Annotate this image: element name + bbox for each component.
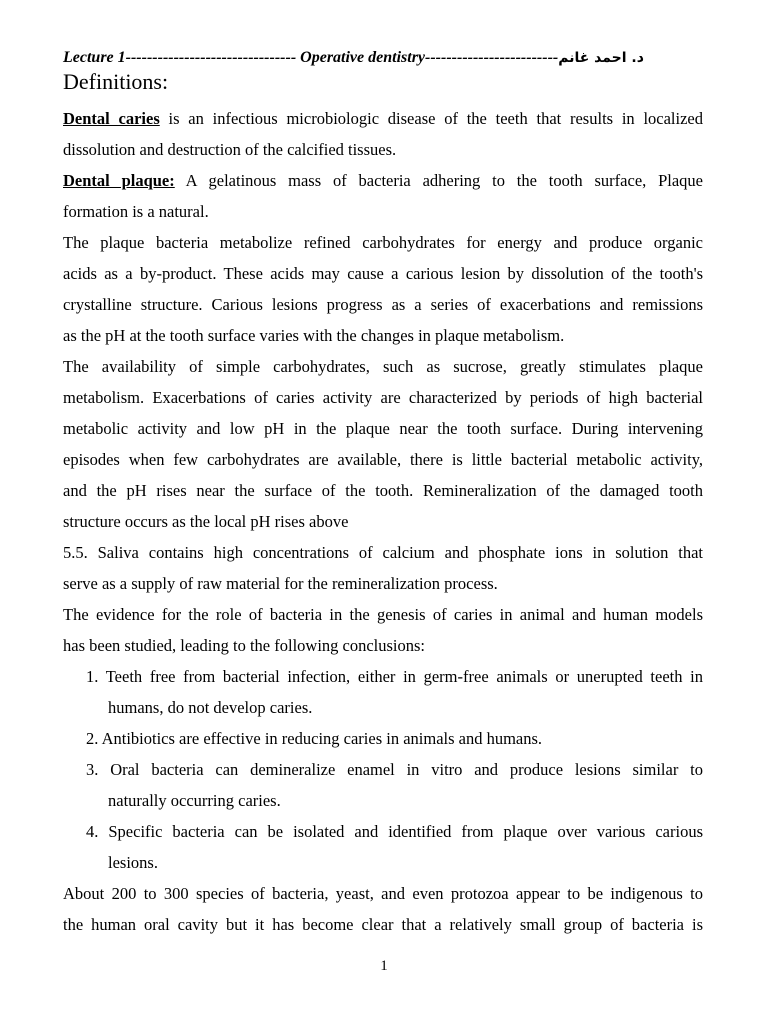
line-20: the human oral cavity but it has become clear that a relatively small group of bacteria is <box>63 915 703 934</box>
line-13: and the pH rises near the surface of the tooth. Remineralization of the damaged tooth <box>63 481 703 500</box>
list-item-3: 3. Oral bacteria can demineralize enamel in vitro and produce lesions similar to <box>86 760 703 779</box>
list-item-3-cont: naturally occurring caries. <box>108 791 281 810</box>
line-1-text: is an infectious microbiologic disease of the teeth that results in localized <box>159 109 703 128</box>
line-4: formation is a natural. <box>63 202 209 221</box>
line-7: crystalline structure. Carious lesions progress as a series of exacerbations and remissions <box>63 295 703 314</box>
line-5: The plaque bacteria metabolize refined carbohydrates for energy and produce organic <box>63 233 703 252</box>
line-2: dissolution and destruction of the calcified tissues. <box>63 140 397 159</box>
term-dental-plaque: Dental plaque: <box>63 171 175 190</box>
line-12: episodes when few carbohydrates are available, there is little bacterial metabolic activity, <box>63 450 703 469</box>
header-course: Operative dentistry------------------------- <box>296 49 559 66</box>
list-item-1-cont: humans, do not develop caries. <box>108 698 313 717</box>
section-heading: Definitions: <box>63 69 169 94</box>
line-8: as the pH at the tooth surface varies with the changes in plaque metabolism. <box>63 326 565 345</box>
line-3 <box>63 165 703 196</box>
line-14: structure occurs as the local pH rises above <box>63 512 349 531</box>
line-3-text: A gelatinous mass of bacteria adhering to the tooth surface, Plaque <box>174 171 703 190</box>
line-6: acids as a by-product. These acids may cause a carious lesion by dissolution of the tooth's <box>63 264 703 283</box>
line-18: has been studied, leading to the following conclusions: <box>63 636 426 655</box>
term-dental-caries: Dental caries <box>63 109 160 128</box>
line-15: 5.5. Saliva contains high concentrations of calcium and phosphate ions in solution that <box>63 543 703 562</box>
body-text <box>63 103 703 940</box>
list-item-1: 1. Teeth free from bacterial infection, either in germ-free animals or unerupted teeth in <box>86 667 703 686</box>
list-item-4: 4. Specific bacteria can be isolated and identified from plaque over various carious <box>86 822 703 841</box>
header-author: د. احمد غانم <box>558 50 644 66</box>
line-10: metabolism. Exacerbations of caries activity are characterized by periods of high bacterial <box>63 388 703 407</box>
line-11: metabolic activity and low pH in the plaque near the tooth surface. During intervening <box>63 419 703 438</box>
line-17: The evidence for the role of bacteria in the genesis of caries in animal and human models <box>63 605 703 624</box>
header-lecture: Lecture 1-------------------------------- <box>63 49 297 66</box>
page-number: 1 <box>380 958 388 974</box>
list-item-4-cont: lesions. <box>108 853 158 872</box>
line-19: About 200 to 300 species of bacteria, yeast, and even protozoa appear to be indigenous to <box>63 884 703 903</box>
line-1 <box>63 103 703 134</box>
list-item-2: 2. Antibiotics are effective in reducing caries in animals and humans. <box>86 729 543 748</box>
line-16: serve as a supply of raw material for the remineralization process. <box>63 574 498 593</box>
line-9: The availability of simple carbohydrates, such as sucrose, greatly stimulates plaque <box>63 357 703 376</box>
